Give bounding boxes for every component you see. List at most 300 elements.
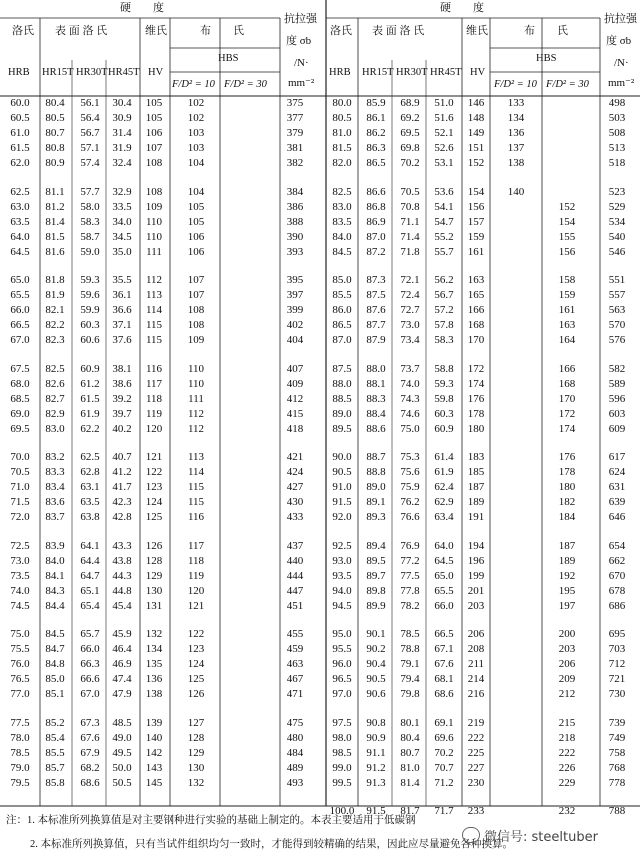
cell-left-hv: 129 xyxy=(145,569,163,582)
cell-left-hbs10: 119 xyxy=(187,569,205,582)
cell-right-hr30t: 70.5 xyxy=(400,185,420,198)
header-hv-left: HV xyxy=(148,67,164,78)
cell-left-hr45t: 47.4 xyxy=(112,673,132,686)
cell-right-tensile: 603 xyxy=(608,407,626,420)
cell-right-tensile: 739 xyxy=(608,716,626,729)
cell-right-hrb: 90.5 xyxy=(332,466,352,479)
cell-right-hr45t: 65.5 xyxy=(434,584,454,597)
cell-right-tensile: 654 xyxy=(608,539,626,552)
cell-right-hrb: 84.0 xyxy=(332,230,352,243)
cell-left-hr45t: 31.4 xyxy=(112,127,132,140)
cell-left-hbs10: 121 xyxy=(187,599,205,612)
cell-left-hv: 108 xyxy=(145,185,163,198)
cell-left-hv: 108 xyxy=(145,157,163,170)
cell-right-hrb: 99.0 xyxy=(332,761,352,774)
cell-left-hr30t: 63.8 xyxy=(80,511,100,524)
cell-left-tensile: 375 xyxy=(286,97,304,109)
cell-right-hr15t: 88.3 xyxy=(366,392,386,405)
cell-left-hbs10: 118 xyxy=(187,554,205,567)
cell-right-hv: 230 xyxy=(467,776,485,789)
cell-left-hr15t: 84.5 xyxy=(45,628,65,640)
cell-left-hrb: 68.5 xyxy=(10,392,30,405)
cell-right-hr45t: 67.6 xyxy=(434,658,454,671)
cell-left-hrb: 65.0 xyxy=(10,274,30,286)
cell-right-hr45t: 51.6 xyxy=(434,112,454,125)
cell-left-hrb: 64.0 xyxy=(10,230,30,243)
cell-left-hbs10: 111 xyxy=(188,392,204,405)
cell-right-hr45t: 58.8 xyxy=(434,362,454,375)
cell-left-hr45t: 36.6 xyxy=(112,304,132,317)
cell-left-hbs10: 104 xyxy=(187,185,205,198)
cell-left-tensile: 397 xyxy=(286,289,304,302)
header-rockwell-left: 洛氏 xyxy=(12,25,34,37)
cell-right-hr30t: 79.1 xyxy=(400,658,420,671)
cell-left-hrb: 69.5 xyxy=(10,422,30,435)
cell-left-tensile: 484 xyxy=(286,746,304,759)
cell-right-hv: 194 xyxy=(467,539,485,552)
cell-right-hr15t: 88.8 xyxy=(366,466,386,479)
cell-left-hr45t: 46.4 xyxy=(112,643,132,656)
cell-left-hr30t: 60.9 xyxy=(80,362,100,375)
cell-right-hrb: 88.0 xyxy=(332,377,352,390)
cell-right-tensile: 596 xyxy=(608,392,626,405)
cell-right-hbs10: 137 xyxy=(507,142,525,155)
cell-right-hbs30: 152 xyxy=(558,200,576,213)
cell-left-hr30t: 57.7 xyxy=(80,185,100,198)
cell-left-hr30t: 67.6 xyxy=(80,731,100,744)
cell-right-hbs30: 154 xyxy=(558,215,576,228)
header-hardness-right: 硬 度 xyxy=(440,2,484,14)
cell-left-hr30t: 58.0 xyxy=(80,200,100,213)
cell-left-hr30t: 68.2 xyxy=(80,761,100,774)
cell-left-hrb: 69.0 xyxy=(10,407,30,420)
cell-right-hr15t: 87.7 xyxy=(366,319,386,332)
cell-right-hr30t: 78.2 xyxy=(400,599,420,612)
cell-right-hr15t: 90.6 xyxy=(366,688,386,701)
cell-left-hrb: 63.0 xyxy=(10,200,30,213)
cell-right-hr45t: 61.9 xyxy=(434,466,454,479)
cell-left-tensile: 379 xyxy=(286,127,304,140)
cell-left-hrb: 75.0 xyxy=(10,628,30,640)
cell-right-hbs30: 206 xyxy=(558,658,576,671)
cell-right-hrb: 96.0 xyxy=(332,658,352,671)
wechat-icon xyxy=(462,827,480,843)
cell-right-hrb: 95.0 xyxy=(332,628,352,640)
cell-right-hr15t: 86.1 xyxy=(366,112,386,125)
cell-right-tensile: 508 xyxy=(608,127,626,140)
cell-left-tensile: 388 xyxy=(286,215,304,228)
cell-left-hv: 131 xyxy=(145,599,163,612)
cell-right-hr15t: 90.2 xyxy=(366,643,386,656)
cell-right-tensile: 662 xyxy=(608,554,626,567)
cell-right-hbs30: 182 xyxy=(558,496,576,509)
cell-right-hbs30: 200 xyxy=(558,628,576,640)
cell-right-hv: 206 xyxy=(467,628,485,640)
cell-right-hrb: 89.0 xyxy=(332,407,352,420)
cell-right-hv: 199 xyxy=(467,569,485,582)
cell-left-hr15t: 82.9 xyxy=(45,407,65,420)
cell-left-tensile: 402 xyxy=(286,319,304,332)
cell-left-hv: 105 xyxy=(145,97,163,109)
cell-right-hr30t: 78.5 xyxy=(400,628,420,640)
cell-right-hr30t: 74.0 xyxy=(400,377,420,390)
cell-right-hv: 183 xyxy=(467,451,485,463)
cell-right-tensile: 540 xyxy=(608,230,626,243)
cell-left-hbs10: 125 xyxy=(187,673,205,686)
cell-left-hr15t: 85.4 xyxy=(45,731,65,744)
cell-left-hv: 118 xyxy=(145,392,163,405)
cell-left-hbs10: 124 xyxy=(187,658,205,671)
cell-right-hr45t: 64.5 xyxy=(434,554,454,567)
cell-left-hr15t: 83.9 xyxy=(45,539,65,552)
cell-left-hbs10: 112 xyxy=(187,422,205,435)
cell-right-hbs10: 138 xyxy=(507,157,525,170)
cell-left-hbs10: 113 xyxy=(187,451,205,463)
cell-left-hr30t: 59.6 xyxy=(80,289,100,302)
cell-left-hr45t: 34.5 xyxy=(112,230,132,243)
cell-left-hr15t: 81.5 xyxy=(45,230,65,243)
cell-left-hr30t: 59.3 xyxy=(80,274,100,286)
cell-left-hr45t: 48.5 xyxy=(112,716,132,729)
cell-right-hr45t: 60.3 xyxy=(434,407,454,420)
cell-left-hv: 121 xyxy=(145,451,163,463)
cell-left-hr30t: 63.5 xyxy=(80,496,100,509)
cell-right-hr30t: 71.4 xyxy=(400,230,420,243)
cell-left-hrb: 63.5 xyxy=(10,215,30,228)
cell-right-hrb: 98.0 xyxy=(332,731,352,744)
cell-left-hrb: 71.5 xyxy=(10,496,30,509)
cell-right-hr45t: 68.6 xyxy=(434,688,454,701)
cell-right-hrb: 93.0 xyxy=(332,554,352,567)
cell-right-hbs30: 155 xyxy=(558,230,576,243)
cell-right-hrb: 81.5 xyxy=(332,142,352,155)
cell-left-hr45t: 49.0 xyxy=(112,731,132,744)
cell-left-hr30t: 60.6 xyxy=(80,334,100,347)
cell-left-hbs10: 123 xyxy=(187,643,205,656)
cell-right-hv: 174 xyxy=(467,377,485,390)
cell-right-hr30t: 75.6 xyxy=(400,466,420,479)
cell-right-hr15t: 89.7 xyxy=(366,569,386,582)
cell-right-hbs30: 212 xyxy=(558,688,576,701)
cell-left-hbs10: 126 xyxy=(187,688,205,701)
cell-right-hr15t: 89.3 xyxy=(366,511,386,524)
cell-right-hrb: 87.0 xyxy=(332,334,352,347)
header-fd30-right: F/D² = 30 xyxy=(546,79,589,90)
header-vickers-right: 维氏 xyxy=(466,25,488,37)
cell-right-hr45t: 62.9 xyxy=(434,496,454,509)
cell-left-hr45t: 45.4 xyxy=(112,599,132,612)
cell-right-hr15t: 87.9 xyxy=(366,334,386,347)
cell-right-hr15t: 87.3 xyxy=(366,274,386,286)
cell-left-hbs10: 120 xyxy=(187,584,205,597)
cell-left-hr45t: 36.1 xyxy=(112,289,132,302)
cell-left-hr15t: 83.3 xyxy=(45,466,65,479)
cell-right-tensile: 712 xyxy=(608,658,626,671)
cell-right-hr45t: 57.8 xyxy=(434,319,454,332)
cell-left-tensile: 382 xyxy=(286,157,304,170)
cell-right-hr15t: 88.1 xyxy=(366,377,386,390)
cell-left-hr45t: 44.8 xyxy=(112,584,132,597)
cell-right-hr30t: 80.4 xyxy=(400,731,420,744)
cell-right-tensile: 570 xyxy=(608,319,626,332)
cell-left-hr15t: 84.1 xyxy=(45,569,65,582)
cell-left-hrb: 78.5 xyxy=(10,746,30,759)
cell-left-hr45t: 47.9 xyxy=(112,688,132,701)
cell-left-hv: 117 xyxy=(145,377,163,390)
header-fd10-right: F/D² = 10 xyxy=(494,79,537,90)
cell-left-hbs10: 102 xyxy=(187,112,205,125)
cell-left-hv: 114 xyxy=(145,304,163,317)
cell-left-hv: 120 xyxy=(145,422,163,435)
cell-right-tensile: 686 xyxy=(608,599,626,612)
cell-right-tensile: 646 xyxy=(608,511,626,524)
cell-left-hr15t: 80.4 xyxy=(45,97,65,109)
cell-right-hr15t: 86.9 xyxy=(366,215,386,228)
cell-left-hbs10: 108 xyxy=(187,319,205,332)
cell-left-tensile: 475 xyxy=(286,716,304,729)
cell-right-hrb: 87.5 xyxy=(332,362,352,375)
cell-right-hv: 201 xyxy=(467,584,485,597)
cell-left-hr30t: 58.3 xyxy=(80,215,100,228)
cell-left-hr15t: 82.6 xyxy=(45,377,65,390)
cell-right-hr15t: 90.1 xyxy=(366,628,386,640)
cell-left-hr30t: 58.7 xyxy=(80,230,100,243)
cell-left-tensile: 381 xyxy=(286,142,304,155)
header-hrb-left: HRB xyxy=(8,67,30,78)
cell-right-hv: 170 xyxy=(467,334,485,347)
cell-right-hr30t: 74.6 xyxy=(400,407,420,420)
cell-right-tensile: 523 xyxy=(608,185,626,198)
cell-right-hv: 161 xyxy=(467,245,485,258)
cell-right-hr30t: 76.9 xyxy=(400,539,420,552)
cell-left-hrb: 73.0 xyxy=(10,554,30,567)
cell-left-tensile: 471 xyxy=(286,688,304,701)
cell-left-hv: 111 xyxy=(146,245,162,258)
cell-right-hr45t: 54.1 xyxy=(434,200,454,213)
cell-right-hr30t: 76.6 xyxy=(400,511,420,524)
cell-right-hr15t: 86.2 xyxy=(366,127,386,140)
cell-right-hrb: 100.0 xyxy=(329,805,355,817)
cell-left-hr30t: 59.0 xyxy=(80,245,100,258)
cell-right-hv: 146 xyxy=(467,97,485,109)
cell-right-hbs30: 168 xyxy=(558,377,576,390)
cell-right-hrb: 83.0 xyxy=(332,200,352,213)
cell-left-tensile: 480 xyxy=(286,731,304,744)
cell-right-hr45t: 57.2 xyxy=(434,304,454,317)
cell-left-hr30t: 67.9 xyxy=(80,746,100,759)
header-tensile-left-1: 抗拉强 xyxy=(284,13,317,25)
cell-right-hr15t: 91.2 xyxy=(366,761,386,774)
cell-left-hr45t: 40.2 xyxy=(112,422,132,435)
cell-right-hr45t: 56.2 xyxy=(434,274,454,286)
cell-left-hrb: 76.0 xyxy=(10,658,30,671)
cell-right-hrb: 82.0 xyxy=(332,157,352,170)
cell-left-hr30t: 56.4 xyxy=(80,112,100,125)
cell-right-hr45t: 66.5 xyxy=(434,628,454,640)
cell-left-tensile: 440 xyxy=(286,554,304,567)
cell-right-tensile: 749 xyxy=(608,731,626,744)
cell-right-hv: 152 xyxy=(467,157,485,170)
cell-left-hr30t: 56.1 xyxy=(80,97,100,109)
cell-right-hr30t: 69.5 xyxy=(400,127,420,140)
cell-left-hr45t: 50.5 xyxy=(112,776,132,789)
cell-left-hrb: 75.5 xyxy=(10,643,30,656)
cell-left-hrb: 68.0 xyxy=(10,377,30,390)
header-brinell-left: 布 氏 xyxy=(200,25,244,37)
cell-right-hbs30: 161 xyxy=(558,304,576,317)
cell-left-hr30t: 64.1 xyxy=(80,539,100,552)
cell-right-tensile: 624 xyxy=(608,466,626,479)
cell-left-tensile: 451 xyxy=(286,599,304,612)
cell-right-hr15t: 86.6 xyxy=(366,185,386,198)
cell-left-tensile: 444 xyxy=(286,569,304,582)
cell-right-hr30t: 71.8 xyxy=(400,245,420,258)
cell-right-hr15t: 86.5 xyxy=(366,157,386,170)
cell-left-hr15t: 85.5 xyxy=(45,746,65,759)
cell-left-hr45t: 43.8 xyxy=(112,554,132,567)
cell-right-hr15t: 91.3 xyxy=(366,776,386,789)
cell-right-hr45t: 52.1 xyxy=(434,127,454,140)
cell-left-hr15t: 83.4 xyxy=(45,481,65,494)
cell-right-tensile: 703 xyxy=(608,643,626,656)
cell-right-hr45t: 68.1 xyxy=(434,673,454,686)
note-1: 注：1. 本标准所列换算值是对主要钢种进行实验的基础上制定的。本表主要适用于低碳钢 xyxy=(6,815,416,826)
cell-left-hrb: 74.5 xyxy=(10,599,30,612)
cell-left-hbs10: 128 xyxy=(187,731,205,744)
cell-left-hbs10: 116 xyxy=(187,511,205,524)
cell-right-hbs30: 184 xyxy=(558,511,576,524)
cell-left-hr15t: 83.7 xyxy=(45,511,65,524)
cell-right-tensile: 589 xyxy=(608,377,626,390)
cell-right-hr45t: 54.7 xyxy=(434,215,454,228)
cell-left-hr30t: 65.4 xyxy=(80,599,100,612)
cell-left-hr15t: 85.7 xyxy=(45,761,65,774)
cell-right-hr30t: 70.2 xyxy=(400,157,420,170)
cell-right-hr15t: 89.4 xyxy=(366,539,386,552)
cell-left-hbs10: 115 xyxy=(187,481,205,494)
cell-right-hr45t: 66.0 xyxy=(434,599,454,612)
cell-right-hr30t: 73.7 xyxy=(400,362,420,375)
cell-left-hr30t: 66.3 xyxy=(80,658,100,671)
cell-right-hr15t: 86.8 xyxy=(366,200,386,213)
cell-left-hrb: 67.5 xyxy=(10,362,30,375)
cell-right-hr30t: 69.8 xyxy=(400,142,420,155)
cell-right-hbs30: 180 xyxy=(558,481,576,494)
cell-left-tensile: 437 xyxy=(286,539,304,552)
cell-right-hbs30: 170 xyxy=(558,392,576,405)
cell-right-hbs30: 203 xyxy=(558,643,576,656)
cell-right-tensile: 529 xyxy=(608,200,626,213)
cell-left-hv: 139 xyxy=(145,716,163,729)
cell-left-hv: 105 xyxy=(145,112,163,125)
cell-left-hr15t: 84.0 xyxy=(45,554,65,567)
header-hr30t-right: HR30T xyxy=(396,67,428,78)
cell-left-hr30t: 56.7 xyxy=(80,127,100,140)
cell-right-hrb: 85.0 xyxy=(332,274,352,286)
cell-left-hr15t: 83.0 xyxy=(45,422,65,435)
cell-left-hr15t: 83.2 xyxy=(45,451,65,463)
cell-left-hv: 122 xyxy=(145,466,163,479)
cell-right-hr45t: 53.6 xyxy=(434,185,454,198)
cell-left-hr30t: 57.4 xyxy=(80,157,100,170)
cell-left-hr45t: 40.7 xyxy=(112,451,132,463)
cell-right-tensile: 678 xyxy=(608,584,626,597)
cell-right-hr15t: 89.8 xyxy=(366,584,386,597)
cell-left-hv: 125 xyxy=(145,511,163,524)
cell-left-tensile: 493 xyxy=(286,776,304,789)
cell-right-hrb: 94.0 xyxy=(332,584,352,597)
cell-right-hrb: 98.5 xyxy=(332,746,352,759)
cell-left-tensile: 463 xyxy=(286,658,304,671)
cell-left-hv: 142 xyxy=(145,746,163,759)
cell-left-tensile: 390 xyxy=(286,230,304,243)
cell-right-hr30t: 79.4 xyxy=(400,673,420,686)
cell-left-hr15t: 83.6 xyxy=(45,496,65,509)
cell-right-hr45t: 69.1 xyxy=(434,716,454,729)
cell-right-hr45t: 59.8 xyxy=(434,392,454,405)
cell-left-hbs10: 105 xyxy=(187,200,205,213)
cell-right-tensile: 503 xyxy=(608,112,626,125)
cell-left-hr15t: 85.2 xyxy=(45,716,65,729)
cell-right-hr45t: 53.1 xyxy=(434,157,454,170)
cell-left-hr30t: 66.6 xyxy=(80,673,100,686)
header-tensile-right-2: 度 σb xyxy=(606,35,632,47)
cell-left-hv: 110 xyxy=(145,215,163,228)
watermark-text: 微信号: steeltuber xyxy=(484,830,598,845)
cell-right-hbs30: 164 xyxy=(558,334,576,347)
cell-left-hbs10: 107 xyxy=(187,274,205,286)
cell-left-hr15t: 80.5 xyxy=(45,112,65,125)
cell-right-hrb: 81.0 xyxy=(332,127,352,140)
cell-right-hrb: 95.5 xyxy=(332,643,352,656)
cell-right-tensile: 534 xyxy=(608,215,626,228)
cell-right-hv: 219 xyxy=(467,716,485,729)
cell-left-tensile: 393 xyxy=(286,245,304,258)
cell-left-tensile: 421 xyxy=(286,451,304,463)
cell-left-hr45t: 37.1 xyxy=(112,319,132,332)
cell-left-hr15t: 82.5 xyxy=(45,362,65,375)
cell-right-hbs30: 187 xyxy=(558,539,576,552)
cell-left-hr15t: 80.9 xyxy=(45,157,65,170)
cell-left-hr30t: 61.5 xyxy=(80,392,100,405)
header-surface-rockwell-right: 表 面 洛 氏 xyxy=(372,25,425,37)
cell-left-hr45t: 38.1 xyxy=(112,362,132,375)
header-surface-rockwell-left: 表 面 洛 氏 xyxy=(55,25,108,37)
cell-left-hr15t: 84.4 xyxy=(45,599,65,612)
cell-left-hv: 106 xyxy=(145,127,163,140)
cell-left-hbs10: 122 xyxy=(187,628,205,640)
cell-left-hr15t: 85.1 xyxy=(45,688,65,701)
cell-left-tensile: 467 xyxy=(286,673,304,686)
cell-right-hv: 172 xyxy=(467,362,485,375)
cell-left-tensile: 455 xyxy=(286,628,304,640)
cell-right-hbs30: 232 xyxy=(558,805,576,817)
cell-left-hr45t: 30.9 xyxy=(112,112,132,125)
cell-left-hr15t: 82.7 xyxy=(45,392,65,405)
cell-right-hr30t: 81.7 xyxy=(400,805,420,817)
cell-left-hv: 143 xyxy=(145,761,163,774)
cell-right-hr45t: 62.4 xyxy=(434,481,454,494)
cell-right-hr30t: 80.7 xyxy=(400,746,420,759)
cell-right-hbs30: 226 xyxy=(558,761,576,774)
cell-left-hrb: 60.5 xyxy=(10,112,30,125)
cell-left-hbs10: 117 xyxy=(187,539,205,552)
cell-right-tensile: 788 xyxy=(608,805,626,817)
cell-right-tensile: 563 xyxy=(608,304,626,317)
cell-right-hbs30: 172 xyxy=(558,407,576,420)
cell-right-hrb: 86.0 xyxy=(332,304,352,317)
cell-left-hr30t: 60.3 xyxy=(80,319,100,332)
